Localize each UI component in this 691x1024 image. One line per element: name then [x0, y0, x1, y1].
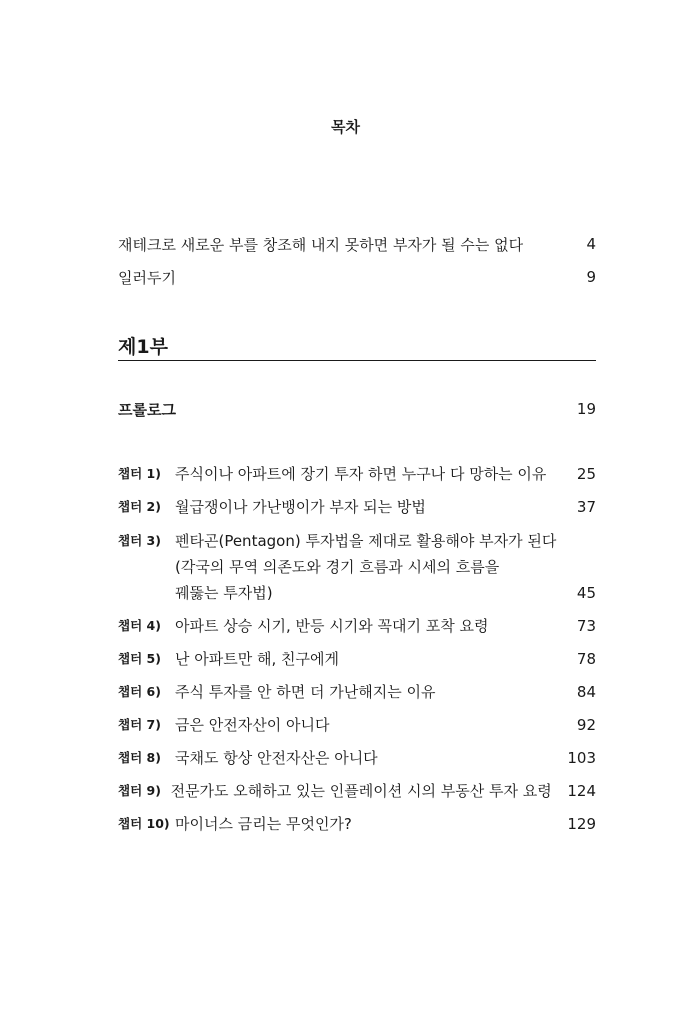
toc-chapter-5[interactable]: [118, 647, 596, 671]
toc-entry-prologue[interactable]: [118, 397, 596, 421]
part-heading: 제1부: [118, 336, 168, 358]
chapter-page: 78: [576, 650, 596, 668]
chapter-label: 챕터 1): [118, 466, 161, 481]
chapter-page: 45: [576, 584, 596, 602]
chapter-title-line-3: 꿰뚫는 투자법): [175, 584, 273, 602]
toc-chapter-6[interactable]: [118, 680, 596, 704]
toc-entry-title: 프롤로그: [118, 400, 176, 419]
chapter-title: 마이너스 금리는 무엇인가?: [175, 815, 352, 833]
toc-chapter-8[interactable]: [118, 746, 596, 770]
chapter-title-line-1: 펜타곤(Pentagon) 투자법을 제대로 활용해야 부자가 된다: [175, 532, 557, 550]
toc-chapter-3[interactable]: [118, 528, 596, 606]
toc-chapter-2[interactable]: [118, 495, 596, 519]
part-divider: [118, 360, 596, 361]
chapter-page: 37: [576, 498, 596, 516]
toc-chapter-9[interactable]: [118, 779, 596, 803]
toc-entry-notes[interactable]: [118, 265, 596, 289]
chapter-page: 129: [567, 815, 596, 833]
toc-chapter-10[interactable]: [118, 812, 596, 836]
chapter-page: 124: [567, 782, 596, 800]
toc-entry-page: 4: [586, 235, 596, 253]
chapter-title: 주식 투자를 안 하면 더 가난해지는 이유: [175, 683, 436, 701]
chapter-title: 주식이나 아파트에 장기 투자 하면 누구나 다 망하는 이유: [175, 465, 547, 483]
toc-entry-page: 9: [586, 268, 596, 286]
chapter-title: 금은 안전자산이 아니다: [175, 716, 330, 734]
chapter-title: 월급쟁이나 가난뱅이가 부자 되는 방법: [175, 498, 426, 516]
toc-entry-foreword[interactable]: [118, 232, 596, 256]
chapter-label: 챕터 7): [118, 717, 161, 732]
chapter-title: 국채도 항상 안전자산은 아니다: [175, 749, 378, 767]
toc-chapter-1[interactable]: [118, 462, 596, 486]
chapter-page: 25: [576, 465, 596, 483]
chapter-title-line-2: (각국의 무역 의존도와 경기 흐름과 시세의 흐름을: [175, 558, 500, 576]
chapter-title: 난 아파트만 해, 친구에게: [175, 650, 339, 668]
chapter-label: 챕터 8): [118, 750, 161, 765]
chapter-page: 103: [567, 749, 596, 767]
chapter-label: 챕터 9): [118, 783, 161, 798]
toc-entry-title: 재테크로 새로운 부를 창조해 내지 못하면 부자가 될 수는 없다: [118, 235, 524, 254]
chapter-label: 챕터 3): [118, 533, 161, 548]
chapter-label: 챕터 4): [118, 618, 161, 633]
chapter-page: 84: [576, 683, 596, 701]
chapter-page: 92: [576, 716, 596, 734]
toc-title: 목차: [331, 118, 360, 136]
chapter-title: 전문가도 오해하고 있는 인플레이션 시의 부동산 투자 요령: [170, 782, 552, 800]
chapter-label: 챕터 5): [118, 651, 161, 666]
toc-entry-page: 19: [576, 400, 596, 418]
toc-entry-title: 일러두기: [118, 268, 176, 287]
chapter-title: 아파트 상승 시기, 반등 시기와 꼭대기 포착 요령: [175, 617, 489, 635]
toc-chapter-4[interactable]: [118, 614, 596, 638]
chapter-label: 챕터 6): [118, 684, 161, 699]
toc-chapter-7[interactable]: [118, 713, 596, 737]
chapter-label: 챕터 2): [118, 499, 161, 514]
chapter-label: 챕터 10): [118, 816, 170, 831]
chapter-page: 73: [576, 617, 596, 635]
